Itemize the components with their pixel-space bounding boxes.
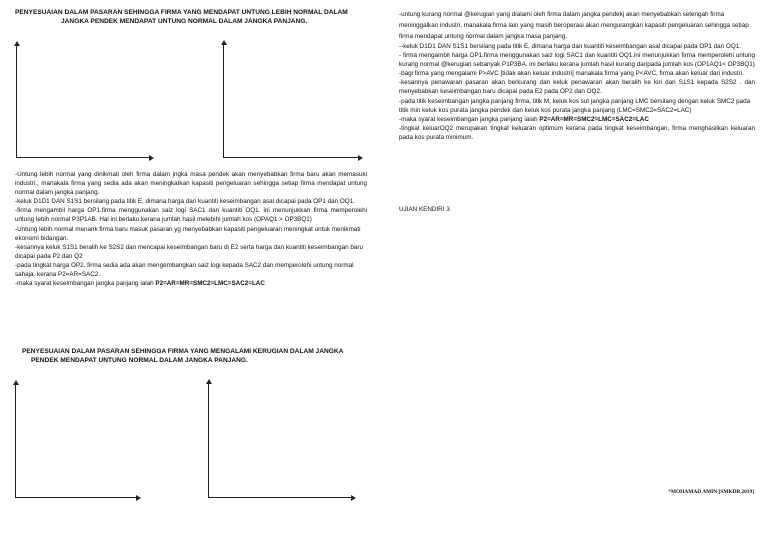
right-final-point: -maka syarat keseimbangan jangka panjang ialah P2=AR=MR=SMC2=LMC=SAC2=LAC xyxy=(399,115,649,123)
right-column-text xyxy=(399,9,755,142)
graph-axes-market-2 xyxy=(15,384,136,498)
section2-title-line1: PENYESUAIAN DALAM PASARAN SEHINGGA FIRMA YANG MENGALAMI KERUGIAN DALAM JANGKA xyxy=(22,348,344,355)
equilibrium-condition: P2=AR=MR=SMC2=LMC=SAC2=LAC xyxy=(155,280,265,288)
right-point: -pada titik keseimbangan jangka panjang firma, titik M, keluk kos sut jangka panjang LMC bersilang dengan keluk SMC2 pada titik min keluk kos purata jangka pendek dan keluk kos purata jangka panjang (LMC=SMC2=SAC2=LAC) xyxy=(399,97,751,114)
section1-title-line2: JANGKA PENDEK MENDAPAT UNTUNG NORMAL DALAM JANGKA PANJANG. xyxy=(61,18,308,25)
graph-axes-firm-2 xyxy=(208,383,351,498)
right-point: -tingkat keluarOQ2 merupakan tingkat keluaran optimum kerana pada tingkat keseimbangan, firma menghasilkan keluaran pada kos purata minimum. xyxy=(399,124,755,141)
exercise-label: UJIAN KENDIRI 3 xyxy=(399,206,450,213)
graph-axes-firm-1 xyxy=(223,44,358,158)
section1-final-point: -maka syarat keseimbangan jangka panjang ialah P2=AR=MR=SMC2=LMC=SAC2=LAC xyxy=(15,280,265,288)
section1-title xyxy=(15,8,375,26)
section1-point: -Untung lebih normal yang dinikmati oleh firma dalam jngka masa pendek akan menyebabkan firma baru akan memasuki industri., manakala firma yang sedia ada akan meningkatkan kapasiti pengeluaran sehingga setiap firma mendapat untung normal dalam jangka panjang. xyxy=(15,171,367,197)
equilibrium-condition: P2=AR=MR=SMC2=LMC=SAC2=LAC xyxy=(539,115,649,123)
graph-axes-market-1 xyxy=(16,45,149,158)
author-credit: *MOHAMAD AMIN [SMKDB 2019] xyxy=(668,489,754,495)
section1-point: -Untung lebih normal menarik firma baru masuk pasaran yg menyebabkan kapasiti pengeluaran meningkat untuk menikmati ekonomi bidangan. xyxy=(15,225,361,242)
right-point: - firma mengambil harga OP1.firma menggunakan saiz logi SAC1 dan kuantiti OQ1.ini menunjukkan firma memperolehi untung kurang normal @kerugian sebanyak P1P3BA. ini berlaku kerana jumlah hasil kurang daripada jumlah kos (OP1AQ1< OP3BQ1) xyxy=(399,52,755,69)
right-point: -untung kurang normal @kerugian yang dialami oleh firma dalam jangka pendekj akan menyebabkan setengah firma meninggalkan industri, manakala firma lain yang masih beroperasi akan mengurangkan kapasiti pengeluaran sehingga setiap firma mendapat untung normal dalam jangka masa panjang. xyxy=(399,11,749,40)
section1-text xyxy=(15,170,367,288)
section2-title xyxy=(22,347,372,365)
section1-point: -firma mengambil harga OP1.firma menggunakan saiz logi SAC1 dan kuantiti OQ1. ini menunjukkan firma memperolehi untung lebih normal P3P1AB. Hal ini berlaku kerana jumlah hasil melebihi jumlah kos (OPAQ1 > OP3BQ1) xyxy=(15,207,367,224)
section1-point: -keluk D1D1 DAN S1S1 bersilang pada titik E, dimana harga dan kuantiti keseimbangan asal dicapai pada OP1 dan OQ1. xyxy=(15,198,355,206)
section1-point: -kesannya keluk S1S1 beralih ke S2S2 dan mencapai keseimbangan baru di E2 serta harga dan kuantiti keseimbangan baru dicapai pada P2 dan Q2 xyxy=(15,243,363,260)
right-point: -kesannya penawaran pasaran akan berkurang dan keluk penawaran akan beralih ke kiri dari S1S1 kepada S2S2 . dan menyebabkan keseimbangan baru dicapai pada E2 pada OP2 dan OQ2. xyxy=(399,79,755,96)
section1-title-line1: PENYESUAIAN DALAM PASARAN SEHINGGA FIRMA YANG MENDAPAT UNTUNG LEBIH NORMAL DALAM xyxy=(15,9,348,16)
right-point: --keluk D1D1 DAN S1S1 bersilang pada titik E, dimana harga dan kuantiti keseimbangan asal dicapai pada OP1 dan OQ1. xyxy=(399,43,741,50)
section1-point: -pada tingkat harga OP2, firma sedia ada akan mengembangkan saiz logi kepada SAC2 dan memperolehi untung normal sahaja. kerana P2=AR=SAC2. xyxy=(15,261,354,279)
section2-title-line2: PENDEK MENDAPAT UNTUNG NORMAL DALAM JANGKA PANJANG. xyxy=(31,357,248,364)
right-point: -bagi firma yang mengalami P>AVC [tidak akan keluar industri] manakala firma yang P<AVC, firma akan keluar dari industri. xyxy=(399,70,744,78)
